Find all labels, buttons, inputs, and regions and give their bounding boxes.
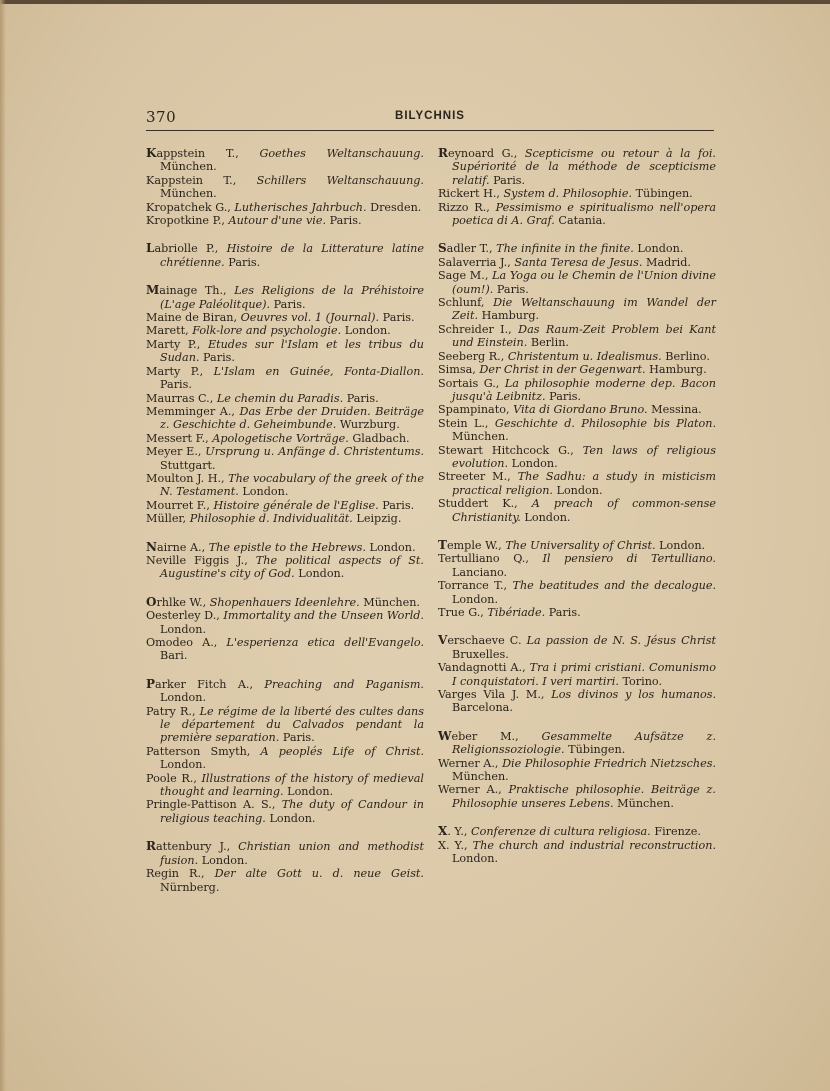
entry-initial: L <box>146 241 155 256</box>
bibliography-entry <box>146 324 424 337</box>
entry-place: London. <box>511 456 558 470</box>
entry-place: München. <box>617 796 674 810</box>
bibliography-entry <box>146 678 424 705</box>
entry-place: Firenze. <box>654 825 701 839</box>
entry-title: Lutherisches Jahrbuch. <box>234 200 367 214</box>
bibliography-entry <box>438 757 716 784</box>
entry-title: Illustrations of the history of medieval thought and learning. <box>160 771 424 799</box>
bibliography-entry <box>438 579 716 606</box>
entry-place: Paris. <box>346 391 379 405</box>
bibliography-entry <box>438 552 716 579</box>
bibliography-entry <box>146 284 424 311</box>
entry-author: Rickert H., <box>438 187 500 201</box>
entry-title: La Yoga ou le Chemin de l'Union divine (oum!). <box>452 269 716 296</box>
bibliography-entry <box>438 444 716 471</box>
entry-title: Vita di Giordano Bruno. <box>513 403 648 417</box>
entry-initial: X <box>438 824 448 839</box>
entry-author: Streeter M., <box>438 470 511 484</box>
entry-title: Etudes sur l'Islam et les tribus du Sudan. <box>160 337 425 365</box>
bibliography-entry <box>438 377 716 404</box>
bibliography-group <box>146 840 424 894</box>
bibliography-entry <box>438 539 716 552</box>
entry-title: Goethes Weltanschauung. <box>259 147 424 160</box>
entry-title: The duty of Candour in religious teaching. <box>160 798 424 825</box>
entry-place: München. <box>160 187 217 201</box>
entry-title: Das Raum-Zeit Problem bei Kant und Einstein. <box>452 322 717 350</box>
bibliography-entry <box>146 867 424 894</box>
entry-author: Kropatchek G., <box>146 200 231 214</box>
entry-title: Der alte Gott u. d. neue Geist. <box>214 867 424 881</box>
page-header <box>146 108 714 128</box>
entry-place: Paris. <box>203 351 235 365</box>
bibliography-entry <box>438 606 716 619</box>
entry-title: Le chemin du Paradis. <box>216 391 344 405</box>
bibliography-group <box>438 634 716 714</box>
left-column <box>146 147 424 909</box>
bibliography-entry <box>146 609 424 636</box>
entry-title: Ursprung u. Anfänge d. Christentums. <box>205 445 425 459</box>
bibliography-entry <box>438 403 716 416</box>
page-binding-edge <box>0 0 6 1091</box>
entry-author: Mourret F., <box>146 498 210 512</box>
entry-author: Pringle-Pattison A. S., <box>146 798 276 812</box>
entry-author: Verschaeve C. <box>438 633 522 648</box>
entry-author: Studdert K., <box>438 497 518 511</box>
entry-author: Sadler T., <box>438 241 493 256</box>
entry-title: Les Religions de la Préhistoire (L'age Paléolitque). <box>160 284 424 311</box>
entry-place: Hamburg. <box>481 309 540 323</box>
bibliography-entry <box>438 497 716 524</box>
bibliography-entry <box>438 825 716 838</box>
entry-place: Paris. <box>228 255 261 269</box>
entry-title: Folk-lore and psychologie. <box>192 324 342 338</box>
entry-place: Torino. <box>622 674 663 688</box>
entry-title: Conferenze di cultura religiosa. <box>471 825 651 839</box>
entry-author: Memminger A., <box>146 404 235 418</box>
bibliography-entry <box>146 392 424 405</box>
entry-title: The Universality of Christ. <box>505 538 656 552</box>
bibliography-entry <box>146 636 424 663</box>
bibliography-entry <box>146 541 424 554</box>
entry-place: Paris. <box>496 282 529 296</box>
entry-author: Seeberg R., <box>438 349 505 363</box>
entry-title: A peoplés Life of Christ. <box>260 744 425 758</box>
entry-title: Pessimismo e spiritualismo nell'opera poetica di A. Graf. <box>452 200 716 228</box>
entry-place: London. <box>452 852 499 866</box>
entry-place: London. <box>369 540 416 554</box>
bibliography-entry <box>438 350 716 363</box>
bibliography-entry <box>146 405 424 432</box>
bibliography-group <box>146 284 424 525</box>
entry-author: Sage M., <box>438 269 489 283</box>
entry-title: Tibériade. <box>487 606 546 619</box>
entry-author: Neville Figgis J., <box>146 553 248 567</box>
entry-place: London. <box>160 691 207 705</box>
entry-author: Rattenbury J., <box>146 839 231 854</box>
entry-place: London. <box>201 853 248 867</box>
entry-place: Paris. <box>382 498 415 512</box>
bibliography-entry <box>438 187 716 200</box>
entry-author: Marty P., <box>146 337 201 351</box>
bibliography-entry <box>438 661 716 688</box>
entry-author: Kropotkine P., <box>146 214 225 228</box>
entry-author: Salaverria J., <box>438 255 511 269</box>
bibliography-group <box>146 678 424 825</box>
entry-author: Parker Fitch A., <box>146 676 254 691</box>
entry-place: Stuttgart. <box>160 458 216 472</box>
entry-author: Varges Vila J. M., <box>438 688 545 702</box>
entry-author: X. Y., <box>438 838 468 852</box>
bibliography-entry <box>146 512 424 525</box>
entry-place: Leipzig. <box>356 512 402 526</box>
entry-place: Bruxelles. <box>452 647 509 661</box>
entry-title: La passion de N. S. Jésus Christ <box>526 634 716 648</box>
entry-title: Geschichte d. Philosophie bis Platon. <box>494 416 716 430</box>
entry-author: Simsa, <box>438 363 476 377</box>
entry-place: Hamburg. <box>649 363 707 377</box>
entry-title: Histoire de la Litterature latine chrétienne. <box>160 242 424 269</box>
entry-place: Tübingen. <box>568 743 626 757</box>
entry-author: Regin R., <box>146 867 205 881</box>
entry-title: Preaching and Paganism. <box>264 677 424 691</box>
entry-title: Los divinos y los humanos. <box>551 688 716 702</box>
entry-place: Paris. <box>160 378 192 392</box>
entry-author: Tertulliano Q., <box>438 552 529 566</box>
entry-title: Der Christ in der Gegenwart. <box>479 363 646 377</box>
entry-author: Weber M., <box>438 728 519 743</box>
entry-author: Torrance T., <box>438 579 508 593</box>
entry-initial: N <box>146 539 157 554</box>
entry-place: Paris. <box>382 311 415 325</box>
entry-author: Schreider I., <box>438 322 512 336</box>
bibliography-entry <box>146 214 424 227</box>
entry-title: Apologetische Vorträge. <box>212 431 349 445</box>
entry-author: Maurras C., <box>146 391 214 405</box>
entry-place: München. <box>452 430 509 444</box>
entry-title: The Sadhu: a study in misticism practical religion. <box>452 470 716 497</box>
entry-title: La philosophie moderne dep. Bacon jusqu'à Leibnitz. <box>452 376 716 403</box>
entry-place: München. <box>452 770 509 784</box>
entry-title: Christian union and methodist fusion. <box>160 840 424 867</box>
bibliography-entry <box>146 745 424 772</box>
entry-place: Bari. <box>160 649 188 663</box>
bibliography-entry <box>146 596 424 609</box>
entry-place: London. <box>287 785 334 799</box>
entry-place: Barcelona. <box>452 701 513 715</box>
bibliography-entry <box>146 472 424 499</box>
entry-title: L'Islam en Guinée, Fonta-Diallon. <box>213 364 424 378</box>
entry-author: Kappstein T., <box>146 173 237 187</box>
entry-place: Paris. <box>273 297 306 311</box>
entry-initial: T <box>438 537 447 552</box>
entry-initial: K <box>146 146 157 160</box>
bibliography-entry <box>438 296 716 323</box>
entry-author: Werner A., <box>438 783 502 797</box>
entry-author: Maine de Biran, <box>146 311 238 325</box>
entry-title: Die Philosophie Friedrich Nietzsches. <box>502 756 716 770</box>
bibliography-entry <box>438 417 716 444</box>
entry-title: Das Erbe der Druiden. Beiträge z. Geschichte d. Geheimbunde. <box>160 404 424 432</box>
entry-title: Il pensiero di Tertulliano. <box>542 552 716 566</box>
bibliography-entry <box>438 147 716 187</box>
entry-place: Messina. <box>651 403 702 417</box>
entry-place: Wurzburg. <box>339 418 400 432</box>
bibliography-entry <box>438 688 716 715</box>
entry-initial: P <box>146 676 156 691</box>
header-rule <box>146 130 714 131</box>
entry-author: Nairne A., <box>146 539 206 554</box>
bibliography-entry <box>438 323 716 350</box>
bibliography-entry <box>438 634 716 661</box>
bibliography-group <box>146 147 424 227</box>
bibliography-group <box>146 541 424 581</box>
bibliography-entry <box>146 311 424 324</box>
page-top-edge <box>0 0 830 4</box>
bibliography-entry <box>146 554 424 581</box>
bibliography-entry <box>146 174 424 201</box>
bibliography-group <box>438 539 716 619</box>
entry-author: Messert F., <box>146 431 209 445</box>
entry-title: Oeuvres vol. 1 (Journal). <box>240 311 380 325</box>
entry-title: Santa Teresa de Jesus. <box>514 255 643 269</box>
bibliography-entry <box>438 730 716 757</box>
entry-place: München. <box>363 595 420 609</box>
bibliography-entry <box>146 242 424 269</box>
entry-author: Rizzo R., <box>438 200 490 214</box>
bibliography-entry <box>146 338 424 365</box>
entry-title: Immortality and the Unseen World. <box>223 609 424 623</box>
entry-place: London. <box>524 510 571 524</box>
entry-title: Praktische philosophie. Beiträge z. Philosophie unseres Lebens. <box>452 783 716 810</box>
entry-author: Moulton J. H., <box>146 471 225 485</box>
entry-place: London. <box>298 567 345 581</box>
bibliography-group <box>438 242 716 524</box>
entry-author: Poole R., <box>146 771 197 785</box>
entry-title: The epistle to the Hebrews. <box>208 540 366 554</box>
entry-author: Meyer E., <box>146 445 202 459</box>
bibliography-entry <box>146 432 424 445</box>
bibliography-entry <box>146 499 424 512</box>
entry-title: Gesammelte Aufsätze z. Religionssoziologie. <box>452 729 717 757</box>
entry-place: Paris. <box>548 606 581 619</box>
entry-author: Marty P., <box>146 364 204 378</box>
entry-author: Schlunf, <box>438 296 485 310</box>
bibliography-group <box>438 825 716 865</box>
entry-author: True G., <box>438 606 484 619</box>
entry-place: Nürnberg. <box>160 880 220 894</box>
bibliography-entry <box>438 256 716 269</box>
entry-place: Catania. <box>558 214 606 228</box>
entry-author: X. Y., <box>438 824 468 839</box>
entry-title: The vocabulary of the greek of the N. Testament. <box>160 471 424 499</box>
bibliography-entry <box>146 365 424 392</box>
entry-title: Scepticisme ou retour à la foi. Supériorité de la méthode de scepticisme relatif. <box>452 147 716 187</box>
bibliography-entry <box>146 147 424 174</box>
entry-place: Tübingen. <box>635 187 693 201</box>
entry-author: Oesterley D., <box>146 609 220 623</box>
entry-author: Mainage Th., <box>146 283 227 298</box>
entry-place: Lanciano. <box>452 565 508 579</box>
running-title: BILYCHNIS <box>395 110 465 122</box>
entry-place: London. <box>160 622 207 636</box>
entry-author: Orhlke W., <box>146 594 207 609</box>
entry-title: Autour d'une vie. <box>228 214 327 228</box>
entry-title: System d. Philosophie. <box>503 187 633 201</box>
bibliography-group <box>438 730 716 810</box>
page-number: 370 <box>146 108 177 126</box>
entry-author: Müller, <box>146 512 187 526</box>
entry-initial: W <box>438 728 452 743</box>
bibliography-entry <box>146 840 424 867</box>
entry-place: London. <box>160 758 207 772</box>
bibliography-entry <box>146 201 424 214</box>
bibliography-entry <box>438 839 716 866</box>
entry-place: Gladbach. <box>352 431 410 445</box>
entry-place: Paris. <box>329 214 362 228</box>
entry-author: Stewart Hitchcock G., <box>438 443 574 457</box>
entry-initial: V <box>438 633 448 648</box>
entry-title: Schillers Weltanschauung. <box>256 173 424 187</box>
entry-author: Marett, <box>146 324 189 338</box>
entry-title: Die Weltanschauung im Wandel der Zeit. <box>452 296 716 323</box>
entry-title: Ten laws of religious evolution. <box>452 443 716 470</box>
bibliography-entry <box>146 705 424 745</box>
entry-title: Histoire générale de l'Eglise. <box>213 498 379 512</box>
entry-initial: O <box>146 594 157 609</box>
bibliography-entry <box>146 772 424 799</box>
entry-title: Shopenhauers Ideenlehre. <box>209 595 360 609</box>
entry-author: Werner A., <box>438 756 499 770</box>
entry-title: Philosophie d. Individualität. <box>189 512 353 526</box>
entry-title: Christentum u. Idealismus. <box>507 349 662 363</box>
entry-place: London. <box>344 324 391 338</box>
entry-initial: S <box>438 241 447 256</box>
bibliography-group <box>146 242 424 269</box>
entry-author: Spampinato, <box>438 403 510 417</box>
entry-initial: R <box>438 146 448 160</box>
entry-place: Paris. <box>493 173 526 187</box>
entry-author: Omodeo A., <box>146 636 218 649</box>
entry-author: Patterson Smyth, <box>146 744 251 758</box>
entry-title: A preach of common-sense Christianity. <box>452 497 717 524</box>
entry-place: London. <box>452 592 499 606</box>
entry-title: Tra i primi cristiani. Comunismo I conquistatori. I veri martiri. <box>452 661 716 688</box>
entry-place: London. <box>269 811 316 825</box>
right-column <box>438 147 716 881</box>
bibliography-entry <box>438 201 716 228</box>
entry-place: Paris. <box>282 731 315 745</box>
entry-place: Paris. <box>549 389 582 403</box>
entry-title: The infinite in the finite. <box>496 242 634 256</box>
bibliography-entry <box>438 783 716 810</box>
entry-place: Berlino. <box>665 349 710 363</box>
bibliography-group <box>146 596 424 663</box>
entry-place: Berlin. <box>530 336 569 350</box>
entry-place: Madrid. <box>646 255 691 269</box>
entry-author: Stein L., <box>438 416 489 430</box>
entry-author: Kappstein T., <box>146 146 239 160</box>
entry-title: The church and industrial reconstruction. <box>472 838 716 852</box>
entry-place: London. <box>556 483 603 497</box>
bibliography-entry <box>438 269 716 296</box>
entry-title: The beatitudes and the decalogue. <box>512 579 716 593</box>
entry-title: L'esperienza etica dell'Evangelo. <box>226 636 424 649</box>
bibliography-entry <box>438 470 716 497</box>
entry-place: Dresden. <box>370 200 422 214</box>
entry-initial: R <box>146 839 156 854</box>
entry-place: London. <box>659 538 706 552</box>
bibliography-group <box>438 147 716 227</box>
entry-initial: M <box>146 283 160 298</box>
entry-place: London. <box>637 242 684 256</box>
bibliography-entry <box>438 363 716 376</box>
entry-author: Vandagnotti A., <box>438 661 526 675</box>
bibliography-entry <box>146 445 424 472</box>
bibliography-entry <box>146 798 424 825</box>
entry-title: Le régime de la liberté des cultes dans le département du Calvados pendant la première separation. <box>160 704 424 745</box>
entry-author: Reynoard G., <box>438 146 518 160</box>
entry-author: Patry R., <box>146 704 196 718</box>
bibliography-entry <box>438 242 716 255</box>
entry-place: London. <box>242 485 289 499</box>
entry-author: Sortais G., <box>438 376 500 390</box>
entry-author: Labriolle P., <box>146 241 219 256</box>
entry-author: Temple W., <box>438 537 502 552</box>
entry-title: The political aspects of St. Augustine's city of God. <box>160 553 424 581</box>
entry-place: München. <box>160 160 217 174</box>
